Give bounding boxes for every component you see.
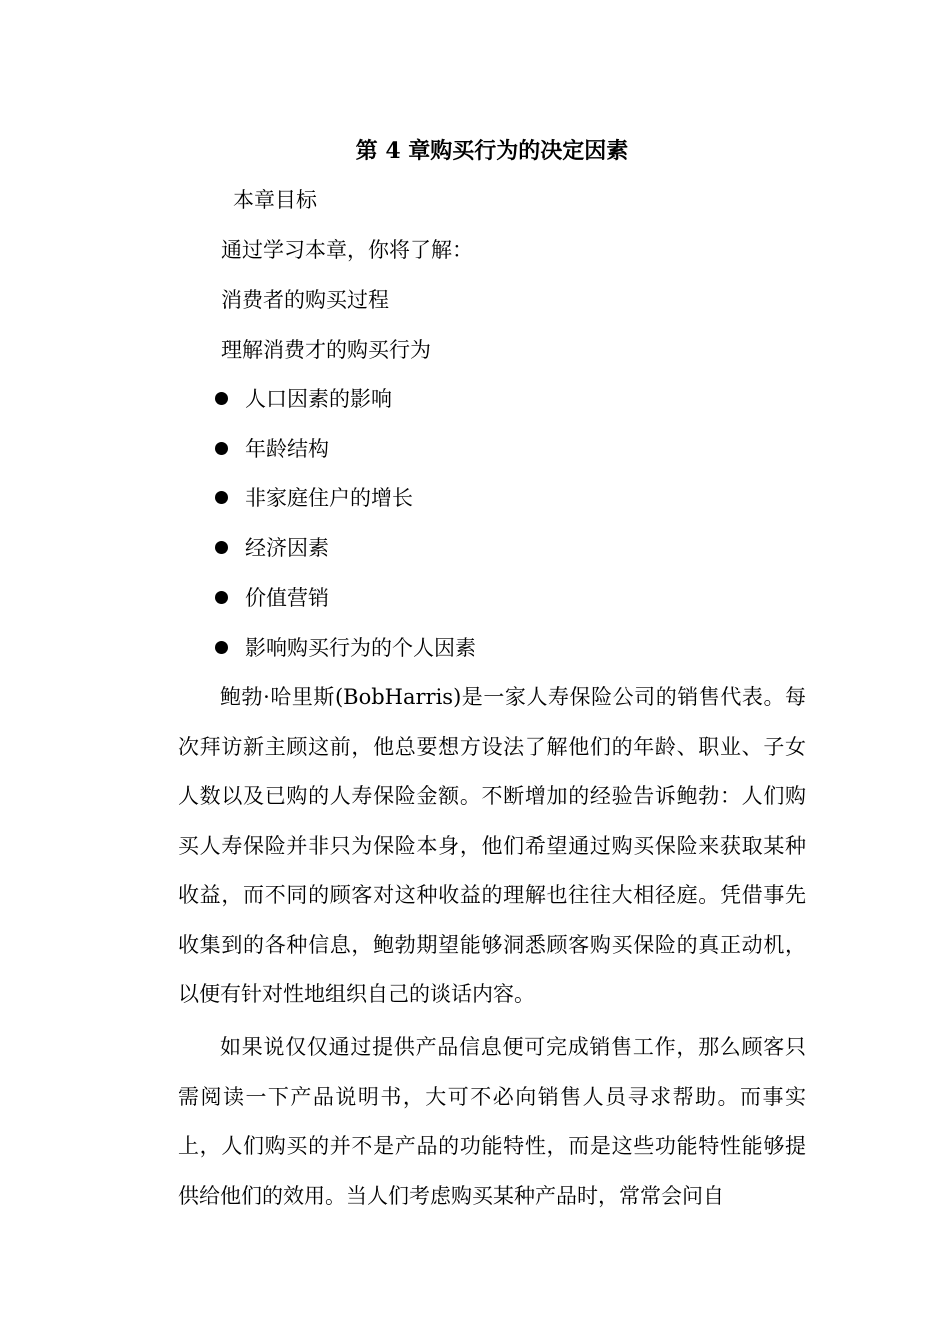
chapter-title: 第 4 章购买行为的决定因素: [355, 138, 629, 164]
body-paragraph: 鲍勃·哈里斯(BobHarris)是一家人寿保险公司的销售代表。每次拜访新主顾这前，他总要想方设法了解他们的年龄、职业、子女人数以及已购的人寿保险金额。不断增加的经验告诉鲍勃：人们购买人寿保险并非只为保险本身，他们希望通过购买保险来获取某种收益，而不同的顾客对这种收益的理解也往往大相径庭。凭借事先收集到的各种信息，鲍勃期望能够洞悉顾客购买保险的真正动机，以便有针对性地组织自己的谈话内容。: [178, 685, 806, 1006]
bullet-text: 人口因素的影响: [245, 387, 392, 411]
bullet-icon: [215, 641, 228, 654]
intro-line: 理解消费才的购买行为: [221, 338, 431, 362]
intro-line: 消费者的购买过程: [221, 288, 389, 312]
intro-line: 通过学习本章，你将了解：: [221, 238, 473, 262]
bullet-icon: [215, 491, 228, 504]
bullet-text: 影响购买行为的个人因素: [245, 636, 476, 660]
bullet-text: 非家庭住户的增长: [245, 486, 413, 510]
body-paragraph: 如果说仅仅通过提供产品信息便可完成销售工作，那么顾客只需阅读一下产品说明书，大可不必向销售人员寻求帮助。而事实上，人们购买的并不是产品的功能特性，而是这些功能特性能够提供给他们的效用。当人们考虑购买某种产品时，常常会问自: [178, 1035, 806, 1208]
bullet-icon: [215, 392, 228, 405]
bullet-icon: [215, 541, 228, 554]
bullet-icon: [215, 591, 228, 604]
bullet-icon: [215, 442, 228, 455]
bullet-text: 经济因素: [245, 536, 329, 560]
objectives-heading: 本章目标: [233, 188, 317, 212]
bullet-text: 年龄结构: [245, 437, 329, 461]
bullet-text: 价值营销: [245, 586, 329, 610]
